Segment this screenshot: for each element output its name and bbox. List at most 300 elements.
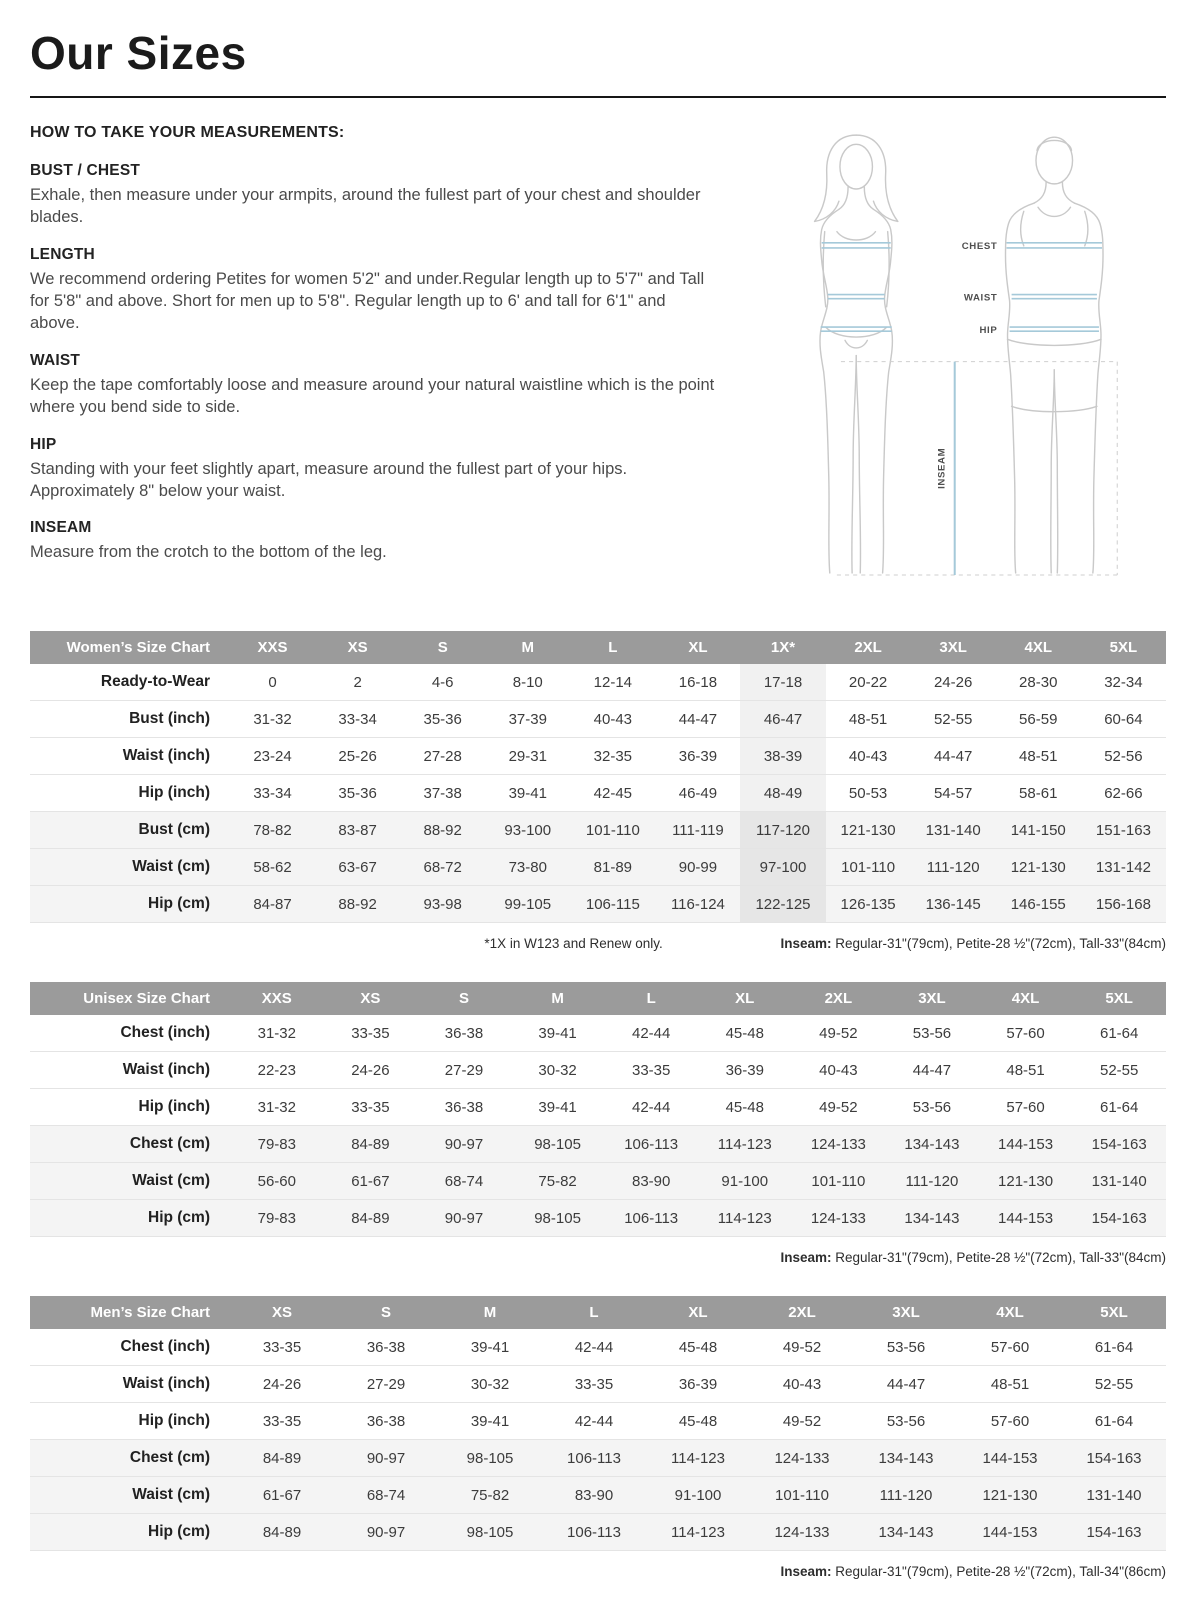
size-value: 124-133	[810, 1135, 866, 1153]
size-value: 25-26	[338, 747, 377, 765]
inseam-note-text: Regular-31"(79cm), Petite-28 ½"(72cm), Tall-34"(86cm)	[831, 1564, 1166, 1580]
size-value: 83-90	[574, 1486, 614, 1504]
column-header: L	[604, 982, 698, 1015]
size-value: 121-130	[840, 821, 896, 839]
column-header: XXS	[230, 631, 315, 664]
size-value: 144-153	[982, 1449, 1038, 1467]
size-value: 24-26	[933, 673, 973, 691]
size-value: 30-32	[470, 1375, 510, 1393]
size-value: 61-67	[262, 1486, 302, 1504]
size-value: 121-130	[982, 1486, 1038, 1504]
size-value: 39-41	[538, 1024, 577, 1042]
size-value: 79-83	[257, 1135, 296, 1153]
page-title: Our Sizes	[30, 27, 247, 79]
size-value: 33-35	[631, 1061, 671, 1079]
size-value: 61-64	[1099, 1098, 1139, 1116]
row-label: Hip (inch)	[138, 784, 210, 802]
size-value: 27-29	[444, 1061, 484, 1079]
column-header: S	[334, 1296, 438, 1329]
column-header: 2XL	[750, 1296, 854, 1329]
column-header: L	[570, 631, 655, 664]
column-header: M	[511, 982, 605, 1015]
row-label: Hip (cm)	[148, 1209, 210, 1227]
size-value: 84-87	[253, 895, 292, 913]
size-value: 61-67	[351, 1172, 390, 1190]
size-value: 57-60	[990, 1338, 1030, 1356]
row-label: Chest (cm)	[129, 1449, 210, 1467]
column-header: 5XL	[1062, 1296, 1166, 1329]
section-text: Keep the tape comfortably loose and measure around your natural waistline which is the point where you bend side to side.	[30, 375, 715, 416]
size-value: 75-82	[538, 1172, 577, 1190]
size-value: 42-44	[631, 1098, 671, 1116]
size-value: 111-120	[879, 1486, 933, 1504]
table-row	[30, 738, 1166, 775]
size-value: 124-133	[810, 1209, 866, 1227]
size-value: 62-66	[1104, 784, 1143, 802]
size-value: 151-163	[1095, 821, 1151, 839]
chest-label: CHEST	[961, 240, 998, 252]
size-value: 101-110	[775, 1486, 829, 1504]
size-value: 49-52	[782, 1412, 822, 1430]
size-value: 48-49	[740, 775, 825, 812]
size-value: 131-140	[925, 821, 981, 839]
size-value: 23-24	[253, 747, 292, 765]
size-value: 144-153	[982, 1523, 1038, 1541]
column-header: XS	[230, 1296, 334, 1329]
size-value: 146-155	[1010, 895, 1066, 913]
size-value: 106-113	[567, 1449, 621, 1467]
size-value: 134-143	[878, 1449, 934, 1467]
size-value: 2	[353, 673, 362, 691]
table-row	[30, 1477, 1166, 1514]
body-figures-svg	[780, 126, 1166, 603]
column-header: 5XL	[1072, 982, 1166, 1015]
size-value: 54-57	[933, 784, 973, 802]
size-value: 134-143	[904, 1209, 960, 1227]
size-value: 42-44	[574, 1412, 614, 1430]
size-value: 101-110	[585, 821, 640, 839]
table-title: Women’s Size Chart	[30, 631, 230, 664]
size-value: 84-89	[262, 1449, 302, 1467]
section-length	[30, 246, 718, 335]
measurement-instructions	[30, 124, 730, 581]
size-value: 101-110	[841, 858, 896, 876]
inseam-note-label: Inseam:	[780, 936, 832, 952]
size-value: 40-43	[593, 710, 633, 728]
hip-measurement-lines	[821, 327, 1099, 331]
size-value: 68-74	[444, 1172, 484, 1190]
size-value: 88-92	[338, 895, 377, 913]
column-header: XS	[315, 631, 400, 664]
size-value: 124-133	[774, 1449, 830, 1467]
size-value: 114-123	[717, 1135, 772, 1153]
size-value: 44-47	[933, 747, 973, 765]
row-label: Chest (inch)	[120, 1338, 210, 1356]
size-value: 90-97	[444, 1209, 484, 1227]
size-value: 20-22	[848, 673, 888, 691]
inseam-note-text: Regular-31"(79cm), Petite-28 ½"(72cm), Tall-33"(84cm)	[831, 936, 1166, 952]
body-figure-woman	[815, 135, 898, 573]
row-label: Hip (cm)	[148, 895, 210, 913]
size-value: 99-105	[504, 895, 552, 913]
size-value: 154-163	[1091, 1135, 1147, 1153]
size-value: 46-47	[740, 701, 825, 738]
table-row	[30, 1126, 1166, 1163]
size-value: 134-143	[878, 1523, 934, 1541]
size-value: 46-49	[678, 784, 718, 802]
size-value: 37-38	[423, 784, 462, 802]
size-value: 93-100	[504, 821, 552, 839]
table-row	[30, 849, 1166, 886]
size-value: 97-100	[740, 849, 825, 886]
womens-size-chart	[30, 631, 1166, 923]
size-value: 36-38	[366, 1412, 406, 1430]
column-header: 2XL	[792, 982, 886, 1015]
size-value: 22-23	[257, 1061, 296, 1079]
column-header: 3XL	[911, 631, 996, 664]
size-value: 36-38	[366, 1338, 406, 1356]
section-bust-chest	[30, 162, 718, 229]
column-header: XL	[646, 1296, 750, 1329]
size-value: 32-34	[1104, 673, 1143, 691]
table-row	[30, 1403, 1166, 1440]
waist-label: WAIST	[963, 292, 998, 304]
size-value: 40-43	[819, 1061, 858, 1079]
inseam-note-label: Inseam:	[780, 1564, 832, 1580]
section-text: Measure from the crotch to the bottom of the leg.	[30, 543, 387, 562]
size-value: 49-52	[782, 1338, 822, 1356]
size-value: 52-56	[1104, 747, 1143, 765]
row-label: Waist (cm)	[132, 1172, 210, 1190]
size-value: 90-97	[366, 1523, 406, 1541]
size-value: 57-60	[1006, 1024, 1045, 1042]
column-header: XL	[655, 631, 740, 664]
size-value: 52-55	[1094, 1375, 1134, 1393]
table-row	[30, 1329, 1166, 1366]
table-row	[30, 664, 1166, 701]
size-value: 45-48	[725, 1024, 764, 1042]
section-inseam	[30, 519, 718, 564]
size-value: 35-36	[423, 710, 462, 728]
size-value: 24-26	[262, 1375, 302, 1393]
size-value: 31-32	[253, 710, 292, 728]
size-value: 42-44	[631, 1024, 671, 1042]
size-value: 90-97	[366, 1449, 406, 1467]
size-value: 44-47	[678, 710, 718, 728]
table-row	[30, 1089, 1166, 1126]
body-figure-man	[1006, 137, 1104, 573]
size-value: 134-143	[904, 1135, 960, 1153]
size-value: 24-26	[351, 1061, 390, 1079]
inseam-note-label: Inseam:	[780, 1250, 832, 1266]
size-value: 57-60	[990, 1412, 1030, 1430]
size-value: 58-62	[253, 858, 292, 876]
table-row	[30, 701, 1166, 738]
womens-table-footnotes	[30, 936, 1166, 954]
size-value: 58-61	[1019, 784, 1058, 802]
size-value: 33-34	[253, 784, 292, 802]
table-row	[30, 1440, 1166, 1477]
size-value: 98-105	[466, 1523, 514, 1541]
size-value: 44-47	[912, 1061, 952, 1079]
size-value: 30-32	[538, 1061, 577, 1079]
womens-1x-note: *1X in W123 and Renew only.	[484, 936, 663, 952]
mens-table-footnotes	[30, 1564, 1166, 1582]
size-value: 154-163	[1086, 1449, 1142, 1467]
size-value: 91-100	[674, 1486, 722, 1504]
size-value: 126-135	[840, 895, 896, 913]
header-row	[30, 1296, 1166, 1329]
size-value: 39-41	[508, 784, 547, 802]
size-value: 53-56	[886, 1412, 926, 1430]
size-value: 8-10	[512, 673, 543, 691]
unisex-size-chart	[30, 982, 1166, 1237]
section-title: WAIST	[30, 351, 81, 369]
size-value: 27-29	[366, 1375, 406, 1393]
size-value: 48-51	[848, 710, 888, 728]
size-value: 93-98	[423, 895, 462, 913]
size-value: 144-153	[998, 1135, 1054, 1153]
size-value: 84-89	[262, 1523, 302, 1541]
inseam-label: INSEAM	[936, 447, 948, 489]
size-value: 53-56	[886, 1338, 926, 1356]
column-header: 2XL	[826, 631, 911, 664]
size-value: 39-41	[470, 1412, 510, 1430]
size-value: 42-45	[593, 784, 633, 802]
size-value: 111-120	[926, 858, 980, 876]
header-row	[30, 631, 1166, 664]
size-value: 83-87	[338, 821, 377, 839]
row-label: Bust (inch)	[129, 710, 210, 728]
title-divider	[30, 96, 1166, 98]
table-title: Unisex Size Chart	[30, 982, 230, 1015]
size-value: 121-130	[998, 1172, 1054, 1190]
size-value: 45-48	[725, 1098, 764, 1116]
table-row	[30, 1514, 1166, 1551]
section-title: LENGTH	[30, 245, 95, 263]
size-value: 48-51	[1006, 1061, 1045, 1079]
row-label: Waist (cm)	[132, 858, 210, 876]
size-value: 101-110	[811, 1172, 866, 1190]
section-text: Standing with your feet slightly apart, measure around the fullest part of your hips. Approximately 8" below your waist.	[30, 459, 628, 500]
column-header: XXS	[230, 982, 324, 1015]
size-value: 116-124	[670, 895, 725, 913]
table-row	[30, 1052, 1166, 1089]
mens-inseam-note	[780, 1564, 1166, 1579]
size-value: 4-6	[431, 673, 454, 691]
size-value: 131-140	[1091, 1172, 1147, 1190]
size-value: 56-59	[1019, 710, 1058, 728]
column-header: 3XL	[885, 982, 979, 1015]
size-value: 28-30	[1019, 673, 1058, 691]
table-title: Men’s Size Chart	[30, 1296, 230, 1329]
size-value: 56-60	[257, 1172, 296, 1190]
size-value: 31-32	[257, 1098, 296, 1116]
size-value: 75-82	[470, 1486, 510, 1504]
column-header: L	[542, 1296, 646, 1329]
size-value: 79-83	[257, 1209, 296, 1227]
section-title: BUST / CHEST	[30, 162, 141, 179]
measurement-guide	[30, 124, 1166, 603]
size-value: 98-105	[466, 1449, 514, 1467]
table-row	[30, 886, 1166, 923]
column-header: 5XL	[1081, 631, 1166, 664]
row-label: Bust (cm)	[138, 821, 210, 839]
size-value: 37-39	[508, 710, 547, 728]
size-value: 38-39	[740, 738, 825, 775]
size-value: 81-89	[593, 858, 633, 876]
size-value: 78-82	[253, 821, 292, 839]
column-header: 1X*	[740, 631, 825, 664]
size-value: 39-41	[470, 1338, 510, 1356]
column-header: 4XL	[996, 631, 1081, 664]
table-row	[30, 1163, 1166, 1200]
womens-inseam-note	[780, 936, 1166, 951]
size-value: 154-163	[1086, 1523, 1142, 1541]
row-label: Waist (inch)	[122, 1375, 210, 1393]
size-value: 42-44	[574, 1338, 614, 1356]
size-value: 0	[268, 673, 277, 691]
row-label: Hip (inch)	[138, 1098, 210, 1116]
size-value: 106-113	[567, 1523, 621, 1541]
column-header: 4XL	[958, 1296, 1062, 1329]
size-value: 33-34	[338, 710, 377, 728]
row-label: Chest (inch)	[120, 1024, 210, 1042]
size-value: 57-60	[1006, 1098, 1045, 1116]
section-text: Exhale, then measure under your armpits, around the fullest part of your chest and shoulder blades.	[30, 186, 701, 226]
size-value: 49-52	[819, 1098, 858, 1116]
size-value: 141-150	[1010, 821, 1066, 839]
table-row	[30, 812, 1166, 849]
row-label: Waist (cm)	[132, 1486, 210, 1504]
size-value: 122-125	[740, 886, 825, 923]
column-header: M	[438, 1296, 542, 1329]
section-hip	[30, 436, 718, 503]
size-value: 156-168	[1095, 895, 1151, 913]
size-value: 90-99	[678, 858, 718, 876]
size-value: 131-140	[1086, 1486, 1142, 1504]
table-row	[30, 1200, 1166, 1237]
size-value: 84-89	[351, 1209, 390, 1227]
row-label: Hip (cm)	[148, 1523, 210, 1541]
size-value: 136-145	[925, 895, 981, 913]
row-label: Chest (cm)	[129, 1135, 210, 1153]
size-value: 31-32	[257, 1024, 296, 1042]
size-value: 36-39	[678, 747, 718, 765]
size-value: 52-55	[933, 710, 973, 728]
size-value: 48-51	[1019, 747, 1058, 765]
size-value: 50-53	[848, 784, 888, 802]
size-value: 12-14	[593, 673, 633, 691]
size-value: 144-153	[998, 1209, 1054, 1227]
size-value: 48-51	[990, 1375, 1030, 1393]
size-value: 53-56	[912, 1024, 952, 1042]
column-header: XS	[324, 982, 418, 1015]
size-value: 111-120	[905, 1172, 959, 1190]
size-value: 91-100	[721, 1172, 769, 1190]
row-label: Ready-to-Wear	[100, 673, 210, 691]
size-value: 29-31	[508, 747, 547, 765]
size-value: 40-43	[848, 747, 888, 765]
size-value: 63-67	[338, 858, 377, 876]
column-header: XL	[698, 982, 792, 1015]
size-value: 32-35	[593, 747, 633, 765]
size-value: 60-64	[1104, 710, 1143, 728]
section-title: INSEAM	[30, 519, 92, 537]
column-header: M	[485, 631, 570, 664]
unisex-inseam-note	[780, 1250, 1166, 1265]
size-value: 68-72	[423, 858, 462, 876]
size-value: 90-97	[444, 1135, 484, 1153]
size-value: 88-92	[423, 821, 462, 839]
size-value: 33-35	[262, 1412, 302, 1430]
size-value: 35-36	[338, 784, 377, 802]
mens-size-chart	[30, 1296, 1166, 1551]
size-value: 106-115	[585, 895, 640, 913]
size-value: 68-74	[366, 1486, 406, 1504]
size-value: 33-35	[351, 1098, 390, 1116]
size-value: 83-90	[631, 1172, 671, 1190]
size-value: 33-35	[351, 1024, 390, 1042]
size-value: 16-18	[678, 673, 718, 691]
size-value: 33-35	[262, 1338, 302, 1356]
row-label: Waist (inch)	[122, 1061, 210, 1079]
size-value: 36-39	[725, 1061, 764, 1079]
waist-measurement-lines	[828, 295, 1097, 299]
size-value: 61-64	[1094, 1412, 1134, 1430]
size-value: 98-105	[534, 1209, 581, 1227]
instructions-heading: HOW TO TAKE YOUR MEASUREMENTS:	[30, 124, 345, 141]
size-value: 36-38	[444, 1098, 484, 1116]
size-value: 45-48	[678, 1412, 718, 1430]
size-value: 33-35	[574, 1375, 614, 1393]
size-value: 114-123	[671, 1523, 725, 1541]
size-value: 61-64	[1099, 1024, 1139, 1042]
hip-label: HIP	[979, 325, 998, 337]
size-value: 84-89	[351, 1135, 390, 1153]
size-value: 44-47	[886, 1375, 926, 1393]
table-row	[30, 1015, 1166, 1052]
size-value: 49-52	[819, 1024, 858, 1042]
size-value: 106-113	[624, 1209, 679, 1227]
table-row	[30, 775, 1166, 812]
size-value: 106-113	[624, 1135, 679, 1153]
unisex-table-footnotes	[30, 1250, 1166, 1268]
row-label: Waist (inch)	[122, 747, 210, 765]
section-title: HIP	[30, 435, 57, 453]
row-label: Hip (inch)	[138, 1412, 210, 1430]
size-value: 154-163	[1091, 1209, 1147, 1227]
size-value: 117-120	[740, 812, 825, 849]
size-value: 61-64	[1094, 1338, 1134, 1356]
size-value: 17-18	[740, 664, 825, 701]
size-value: 114-123	[717, 1209, 772, 1227]
size-value: 36-38	[444, 1024, 484, 1042]
size-value: 131-142	[1095, 858, 1151, 876]
size-value: 53-56	[912, 1098, 952, 1116]
size-value: 36-39	[678, 1375, 718, 1393]
inseam-note-text: Regular-31"(79cm), Petite-28 ½"(72cm), Tall-33"(84cm)	[831, 1250, 1166, 1266]
measurement-diagram	[780, 126, 1166, 603]
size-value: 114-123	[671, 1449, 725, 1467]
size-value: 40-43	[782, 1375, 822, 1393]
section-text: We recommend ordering Petites for women 5'2" and under.Regular length up to 5'7" and Tall for 5'8" and above. Short for men up to 5'8". Regular length up to 6' and tall for 6'1" and above.	[30, 269, 705, 332]
size-value: 73-80	[508, 858, 547, 876]
section-waist	[30, 352, 718, 419]
column-header: S	[417, 982, 511, 1015]
size-value: 27-28	[423, 747, 462, 765]
table-row	[30, 1366, 1166, 1403]
